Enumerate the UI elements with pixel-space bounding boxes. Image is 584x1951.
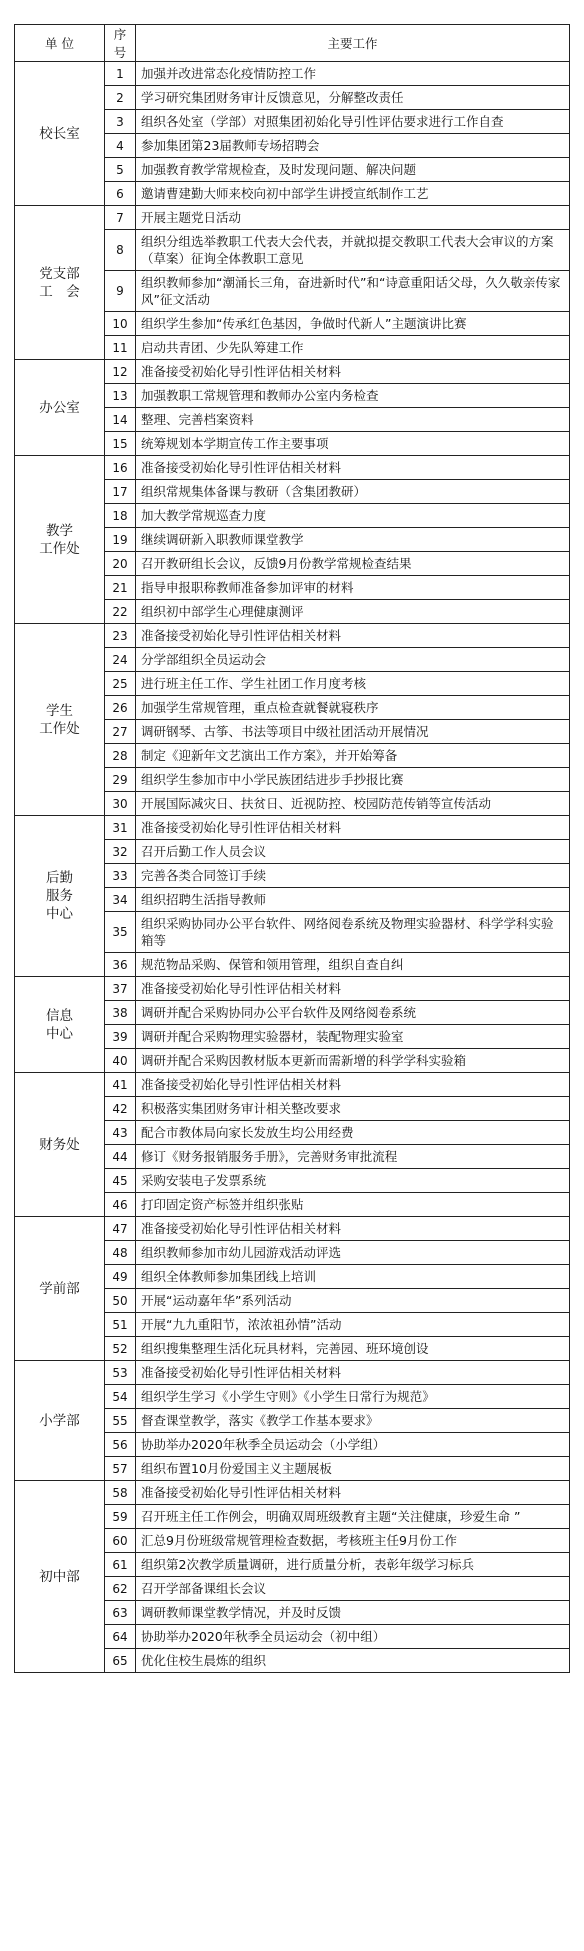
table-row (15, 360, 570, 384)
item-number: 55 (105, 1409, 136, 1433)
task-text: 准备接受初始化导引性评估相关材料 (136, 624, 570, 648)
task-text: 加大教学常规巡查力度 (136, 504, 570, 528)
department-cell: 后勤 服务 中心 (15, 816, 105, 977)
header-dept: 单 位 (15, 25, 105, 62)
task-text: 学习研究集团财务审计反馈意见，分解整改责任 (136, 86, 570, 110)
item-number: 48 (105, 1241, 136, 1265)
task-text: 整理、完善档案资料 (136, 408, 570, 432)
task-text: 准备接受初始化导引性评估相关材料 (136, 1073, 570, 1097)
work-plan-table (14, 24, 570, 1673)
item-number: 46 (105, 1193, 136, 1217)
task-text: 召开后勤工作人员会议 (136, 840, 570, 864)
item-number: 41 (105, 1073, 136, 1097)
table-row (15, 1217, 570, 1241)
task-text: 调研并配合采购因教材版本更新而需新增的科学学科实验箱 (136, 1049, 570, 1073)
item-number: 59 (105, 1505, 136, 1529)
task-text: 组织各处室（学部）对照集团初始化导引性评估要求进行工作自查 (136, 110, 570, 134)
item-number: 30 (105, 792, 136, 816)
task-text: 组织第2次教学质量调研，进行质量分析，表彰年级学习标兵 (136, 1553, 570, 1577)
task-text: 调研教师课堂教学情况，并及时反馈 (136, 1601, 570, 1625)
table-row (15, 624, 570, 648)
department-cell: 初中部 (15, 1481, 105, 1673)
task-text: 组织学生学习《小学生守则》《小学生日常行为规范》 (136, 1385, 570, 1409)
task-text: 继续调研新入职教师课堂教学 (136, 528, 570, 552)
table-row (15, 1481, 570, 1505)
item-number: 13 (105, 384, 136, 408)
task-text: 统筹规划本学期宣传工作主要事项 (136, 432, 570, 456)
item-number: 6 (105, 182, 136, 206)
item-number: 18 (105, 504, 136, 528)
item-number: 7 (105, 206, 136, 230)
item-number: 23 (105, 624, 136, 648)
table-row (15, 977, 570, 1001)
item-number: 16 (105, 456, 136, 480)
department-cell: 信息 中心 (15, 977, 105, 1073)
task-text: 准备接受初始化导引性评估相关材料 (136, 1217, 570, 1241)
task-text: 配合市教体局向家长发放生均公用经费 (136, 1121, 570, 1145)
item-number: 2 (105, 86, 136, 110)
item-number: 21 (105, 576, 136, 600)
item-number: 57 (105, 1457, 136, 1481)
item-number: 50 (105, 1289, 136, 1313)
task-text: 加强教职工常规管理和教师办公室内务检查 (136, 384, 570, 408)
item-number: 36 (105, 953, 136, 977)
task-text: 加强教育教学常规检查，及时发现问题、解决问题 (136, 158, 570, 182)
task-text: 组织分组选举教职工代表大会代表，并就拟提交教职工代表大会审议的方案（草案）征询全体教职工意见 (136, 230, 570, 271)
task-text: 准备接受初始化导引性评估相关材料 (136, 456, 570, 480)
task-text: 汇总9月份班级常规管理检查数据，考核班主任9月份工作 (136, 1529, 570, 1553)
task-text: 协助举办2020年秋季全员运动会（小学组） (136, 1433, 570, 1457)
task-text: 加强学生常规管理，重点检查就餐就寝秩序 (136, 696, 570, 720)
task-text: 组织教师参加市幼儿园游戏活动评选 (136, 1241, 570, 1265)
task-text: 召开班主任工作例会，明确双周班级教育主题“关注健康，珍爱生命 ” (136, 1505, 570, 1529)
task-text: 积极落实集团财务审计相关整改要求 (136, 1097, 570, 1121)
task-text: 组织采购协同办公平台软件、网络阅卷系统及物理实验器材、科学学科实验箱等 (136, 912, 570, 953)
task-text: 调研并配合采购物理实验器材，装配物理实验室 (136, 1025, 570, 1049)
item-number: 29 (105, 768, 136, 792)
task-text: 指导申报职称教师准备参加评审的材料 (136, 576, 570, 600)
item-number: 58 (105, 1481, 136, 1505)
item-number: 47 (105, 1217, 136, 1241)
item-number: 56 (105, 1433, 136, 1457)
item-number: 20 (105, 552, 136, 576)
item-number: 65 (105, 1649, 136, 1673)
item-number: 27 (105, 720, 136, 744)
item-number: 52 (105, 1337, 136, 1361)
header-row (15, 25, 570, 62)
task-text: 加强并改进常态化疫情防控工作 (136, 62, 570, 86)
task-text: 组织常规集体备课与教研（含集团教研） (136, 480, 570, 504)
item-number: 32 (105, 840, 136, 864)
item-number: 8 (105, 230, 136, 271)
task-text: 准备接受初始化导引性评估相关材料 (136, 360, 570, 384)
task-text: 修订《财务报销服务手册》，完善财务审批流程 (136, 1145, 570, 1169)
task-text: 组织布置10月份爱国主义主题展板 (136, 1457, 570, 1481)
item-number: 35 (105, 912, 136, 953)
task-text: 组织搜集整理生活化玩具材料，完善园、班环境创设 (136, 1337, 570, 1361)
item-number: 1 (105, 62, 136, 86)
task-text: 准备接受初始化导引性评估相关材料 (136, 1481, 570, 1505)
department-cell: 办公室 (15, 360, 105, 456)
task-text: 协助举办2020年秋季全员运动会（初中组） (136, 1625, 570, 1649)
item-number: 42 (105, 1097, 136, 1121)
task-text: 调研钢琴、古筝、书法等项目中级社团活动开展情况 (136, 720, 570, 744)
task-text: 督查课堂教学，落实《教学工作基本要求》 (136, 1409, 570, 1433)
department-cell: 小学部 (15, 1361, 105, 1481)
task-text: 打印固定资产标签并组织张贴 (136, 1193, 570, 1217)
department-cell: 财务处 (15, 1073, 105, 1217)
item-number: 25 (105, 672, 136, 696)
item-number: 24 (105, 648, 136, 672)
task-text: 规范物品采购、保管和领用管理，组织自查自纠 (136, 953, 570, 977)
task-text: 完善各类合同签订手续 (136, 864, 570, 888)
item-number: 51 (105, 1313, 136, 1337)
item-number: 37 (105, 977, 136, 1001)
item-number: 63 (105, 1601, 136, 1625)
item-number: 17 (105, 480, 136, 504)
header-num: 序号 (105, 25, 136, 62)
item-number: 28 (105, 744, 136, 768)
item-number: 5 (105, 158, 136, 182)
table-row (15, 816, 570, 840)
item-number: 54 (105, 1385, 136, 1409)
task-text: 启动共青团、少先队筹建工作 (136, 336, 570, 360)
department-cell: 学前部 (15, 1217, 105, 1361)
table-body (15, 62, 570, 1673)
item-number: 26 (105, 696, 136, 720)
item-number: 39 (105, 1025, 136, 1049)
item-number: 4 (105, 134, 136, 158)
item-number: 45 (105, 1169, 136, 1193)
item-number: 15 (105, 432, 136, 456)
task-text: 制定《迎新年文艺演出工作方案》，并开始筹备 (136, 744, 570, 768)
task-text: 召开学部备课组长会议 (136, 1577, 570, 1601)
item-number: 22 (105, 600, 136, 624)
task-text: 组织初中部学生心理健康测评 (136, 600, 570, 624)
item-number: 43 (105, 1121, 136, 1145)
task-text: 开展国际减灾日、扶贫日、近视防控、校园防范传销等宣传活动 (136, 792, 570, 816)
item-number: 60 (105, 1529, 136, 1553)
department-cell: 党支部 工 会 (15, 206, 105, 360)
table-row (15, 456, 570, 480)
table-row (15, 62, 570, 86)
item-number: 34 (105, 888, 136, 912)
task-text: 组织教师参加“潮涌长三角，奋进新时代”和“诗意重阳话父母，久久敬亲传家风”征文活动 (136, 271, 570, 312)
item-number: 61 (105, 1553, 136, 1577)
item-number: 53 (105, 1361, 136, 1385)
table-row (15, 206, 570, 230)
item-number: 9 (105, 271, 136, 312)
table-row (15, 1073, 570, 1097)
item-number: 40 (105, 1049, 136, 1073)
task-text: 准备接受初始化导引性评估相关材料 (136, 977, 570, 1001)
task-text: 分学部组织全员运动会 (136, 648, 570, 672)
task-text: 邀请曹建勤大师来校向初中部学生讲授宣纸制作工艺 (136, 182, 570, 206)
task-text: 组织招聘生活指导教师 (136, 888, 570, 912)
task-text: 调研并配合采购协同办公平台软件及网络阅卷系统 (136, 1001, 570, 1025)
item-number: 14 (105, 408, 136, 432)
department-cell: 校长室 (15, 62, 105, 206)
item-number: 31 (105, 816, 136, 840)
department-cell: 教学 工作处 (15, 456, 105, 624)
item-number: 12 (105, 360, 136, 384)
task-text: 组织学生参加“传承红色基因，争做时代新人”主题演讲比赛 (136, 312, 570, 336)
table-row (15, 1361, 570, 1385)
item-number: 10 (105, 312, 136, 336)
task-text: 开展主题党日活动 (136, 206, 570, 230)
item-number: 19 (105, 528, 136, 552)
task-text: 开展“运动嘉年华”系列活动 (136, 1289, 570, 1313)
header-task: 主要工作 (136, 25, 570, 62)
department-cell: 学生 工作处 (15, 624, 105, 816)
item-number: 62 (105, 1577, 136, 1601)
task-text: 准备接受初始化导引性评估相关材料 (136, 816, 570, 840)
item-number: 44 (105, 1145, 136, 1169)
item-number: 11 (105, 336, 136, 360)
task-text: 准备接受初始化导引性评估相关材料 (136, 1361, 570, 1385)
item-number: 64 (105, 1625, 136, 1649)
item-number: 38 (105, 1001, 136, 1025)
item-number: 3 (105, 110, 136, 134)
task-text: 开展“九九重阳节，浓浓祖孙情”活动 (136, 1313, 570, 1337)
task-text: 进行班主任工作、学生社团工作月度考核 (136, 672, 570, 696)
item-number: 33 (105, 864, 136, 888)
task-text: 参加集团第23届教师专场招聘会 (136, 134, 570, 158)
task-text: 组织全体教师参加集团线上培训 (136, 1265, 570, 1289)
task-text: 采购安装电子发票系统 (136, 1169, 570, 1193)
task-text: 组织学生参加市中小学民族团结进步手抄报比赛 (136, 768, 570, 792)
task-text: 优化住校生晨炼的组织 (136, 1649, 570, 1673)
item-number: 49 (105, 1265, 136, 1289)
task-text: 召开教研组长会议，反馈9月份教学常规检查结果 (136, 552, 570, 576)
